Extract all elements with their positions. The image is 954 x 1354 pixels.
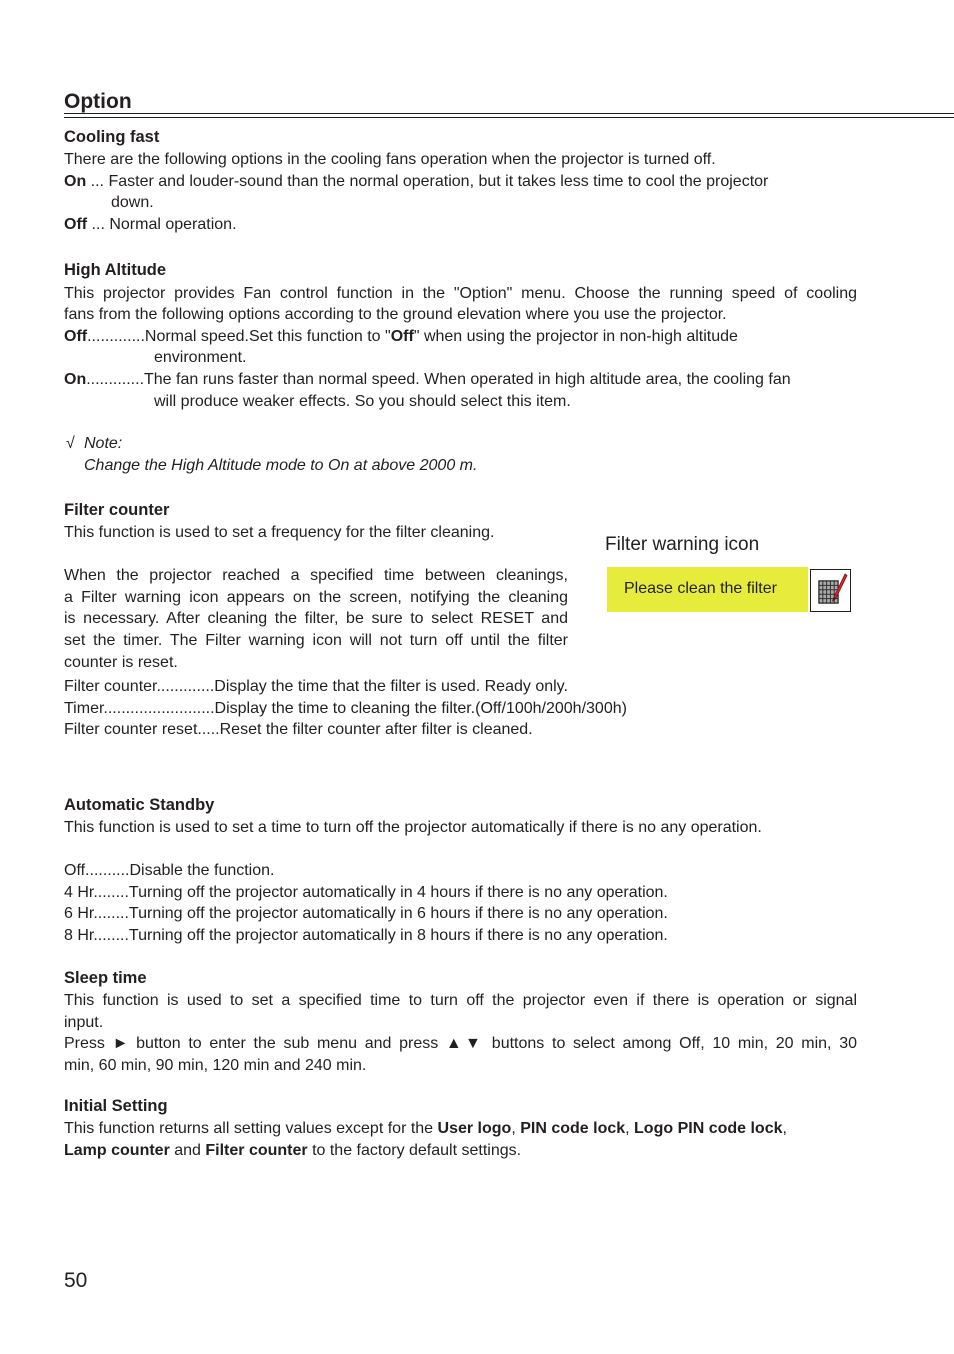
high-altitude-on bbox=[64, 369, 791, 391]
note-label: Note: bbox=[84, 435, 123, 452]
high-altitude-intro-2: fans from the following options according to the ground elevation where you use the projector. bbox=[64, 306, 727, 323]
high-altitude-off bbox=[64, 326, 738, 348]
separator: and bbox=[169, 1141, 206, 1159]
filter-counter-para-4: set the timer. The Filter warning icon will not turn off until the filter bbox=[64, 631, 568, 649]
filter-counter-para-2: a Filter warning icon appears on the screen, notifying the cleaning bbox=[64, 588, 568, 606]
separator: , bbox=[782, 1119, 787, 1137]
sleep-time-line-4: min, 60 min, 90 min, 120 min and 240 min. bbox=[64, 1056, 367, 1074]
filter-counter-para-1: When the projector reached a specified time between cleanings, bbox=[64, 567, 568, 584]
on-text: ... Faster and louder-sound than the normal operation, but it takes less time to cool the projector bbox=[86, 172, 769, 190]
initial-setting-text-tail: to the factory default settings. bbox=[307, 1141, 522, 1159]
sleep-time-line-3: Press ► button to enter the sub menu and press ▲▼ buttons to select among Off, 10 min, 20 min, 30 bbox=[64, 1035, 857, 1052]
cooling-fast-heading: Cooling fast bbox=[64, 128, 160, 146]
automatic-standby-item-6: 6 Hr........Turning off the projector automatically in 6 hours if there is no any operation. bbox=[64, 905, 668, 922]
cooling-fast-on-cont: down. bbox=[111, 194, 154, 211]
automatic-standby-item-4: 4 Hr........Turning off the projector automatically in 4 hours if there is no any operation. bbox=[64, 883, 668, 901]
filter-counter-item-3: Filter counter reset.....Reset the filter counter after filter is cleaned. bbox=[64, 721, 533, 738]
cooling-fast-intro: There are the following options in the cooling fans operation when the projector is turned off. bbox=[64, 151, 716, 168]
filter-counter-term: Filter counter bbox=[205, 1141, 308, 1159]
on-text: .............The fan runs faster than normal speed. When operated in high altitude area, the cooling fan bbox=[86, 370, 791, 388]
filter-counter-intro: This function is used to set a frequency for the filter cleaning. bbox=[64, 523, 495, 541]
page-title: Option bbox=[64, 90, 132, 113]
checkmark-icon: √ bbox=[66, 435, 75, 452]
initial-setting-heading: Initial Setting bbox=[64, 1097, 168, 1115]
note-text: Change the High Altitude mode to On at above 2000 m. bbox=[84, 457, 478, 474]
off-text: ... Normal operation. bbox=[87, 216, 237, 233]
filter-counter-heading: Filter counter bbox=[64, 501, 170, 519]
sleep-time-line-1: This function is used to set a specified time to turn off the projector even if there is operation or signal bbox=[64, 991, 857, 1009]
user-logo-term: User logo bbox=[437, 1119, 512, 1137]
off-label: Off bbox=[64, 327, 88, 345]
sleep-time-heading: Sleep time bbox=[64, 969, 147, 987]
filter-counter-item-2: Timer.........................Display the time to cleaning the filter.(Off/100h/200h/300h) bbox=[64, 699, 627, 717]
initial-setting-line-1 bbox=[64, 1118, 787, 1140]
lamp-counter-term: Lamp counter bbox=[64, 1141, 170, 1159]
automatic-standby-intro: This function is used to set a time to turn off the projector automatically if there is no any operation. bbox=[64, 818, 762, 836]
on-label: On bbox=[64, 172, 87, 190]
high-altitude-off-cont: environment. bbox=[154, 349, 247, 366]
cooling-fast-on bbox=[64, 171, 768, 193]
filter-counter-para-3: is necessary. After cleaning the filter, be sure to select RESET and bbox=[64, 610, 568, 627]
automatic-standby-heading: Automatic Standby bbox=[64, 796, 215, 814]
cooling-fast-off bbox=[64, 214, 237, 236]
separator: , bbox=[625, 1119, 635, 1137]
on-label: On bbox=[64, 370, 87, 388]
filter-counter-para-5: counter is reset. bbox=[64, 653, 178, 671]
high-altitude-intro-1: This projector provides Fan control function in the "Option" menu. Choose the running speed of cooling bbox=[64, 284, 857, 302]
off-text: .............Normal speed.Set this function to " bbox=[87, 327, 391, 345]
page-number: 50 bbox=[64, 1269, 88, 1292]
initial-setting-line-2 bbox=[64, 1140, 521, 1162]
initial-setting-text: This function returns all setting values except for the bbox=[64, 1119, 438, 1137]
filter-warning-label: Filter warning icon bbox=[605, 534, 760, 555]
high-altitude-on-cont: will produce weaker effects. So you should select this item. bbox=[154, 392, 571, 410]
filter-warning-message: Please clean the filter bbox=[624, 580, 777, 597]
separator: , bbox=[511, 1119, 521, 1137]
automatic-standby-item-8: 8 Hr........Turning off the projector automatically in 8 hours if there is no any operation. bbox=[64, 926, 668, 944]
filter-counter-item-1: Filter counter.............Display the time that the filter is used. Ready only. bbox=[64, 678, 568, 695]
automatic-standby-item-off: Off..........Disable the function. bbox=[64, 862, 275, 879]
filter-warning-icon bbox=[810, 569, 851, 612]
filter-warning-message-box bbox=[607, 567, 808, 612]
high-altitude-heading: High Altitude bbox=[64, 261, 167, 279]
off-text-tail: " when using the projector in non-high altitude bbox=[413, 327, 738, 345]
filter-grid-icon bbox=[811, 570, 850, 611]
pin-code-lock-term: PIN code lock bbox=[520, 1119, 626, 1137]
off-label: Off bbox=[64, 216, 88, 233]
title-rule bbox=[64, 113, 954, 114]
logo-pin-code-lock-term: Logo PIN code lock bbox=[634, 1119, 783, 1137]
off-bold: Off bbox=[390, 327, 414, 345]
title-rule-thin bbox=[64, 117, 954, 118]
sleep-time-line-2: input. bbox=[64, 1013, 104, 1031]
